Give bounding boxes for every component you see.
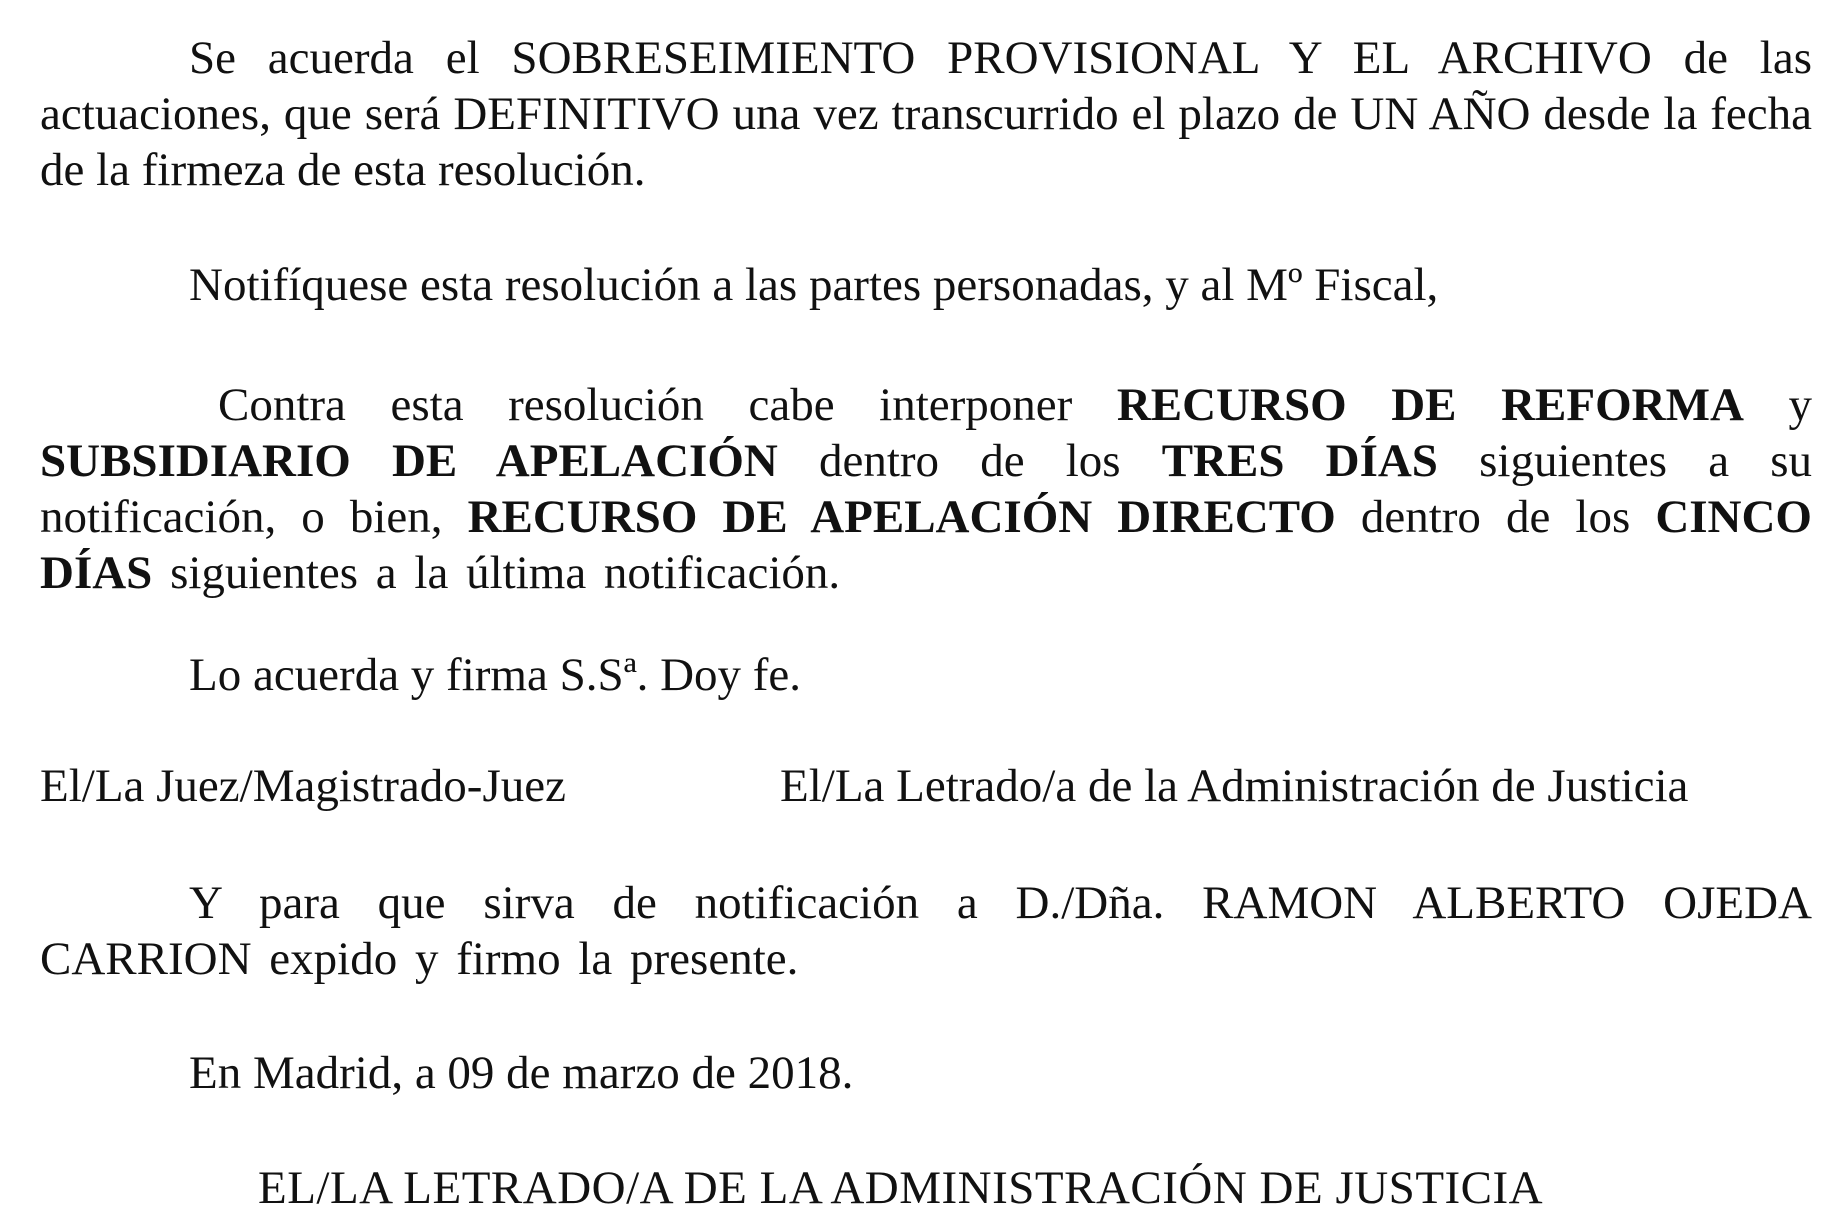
cinco-dias: CINCO DÍAS: [40, 491, 1812, 599]
paragraph-notificacion: Y para que sirva de notificación a D./Dña. RAMON ALBERTO OJEDA CARRION expido y firmo la presente.: [40, 877, 1812, 985]
paragraph-fecha: En Madrid, a 09 de marzo de 2018.: [189, 1047, 854, 1099]
signature-juez: El/La Juez/Magistrado-Juez: [40, 760, 566, 812]
paragraph-doy-fe: Lo acuerda y firma S.Sª. Doy fe.: [189, 649, 802, 701]
recursos-text-4: siguientes a su notificación, o bien,: [40, 435, 1813, 543]
recurso-apelacion-directo: RECURSO DE APELACIÓN DIRECTO: [467, 491, 1336, 543]
paragraph-notifiquese: Notifíquese esta resolución a las partes personadas, y al Mº Fiscal,: [189, 259, 1439, 311]
paragraph-recursos: [40, 377, 1812, 601]
closing-signature-title: EL/LA LETRADO/A DE LA ADMINISTRACIÓN DE JUSTICIA: [258, 1162, 1544, 1214]
paragraph-sobreseimiento: Se acuerda el SOBRESEIMIENTO PROVISIONAL Y EL ARCHIVO de las actuaciones, que será DEFINITIVO una vez transcurrido el plazo de UN AÑO desde la fecha de la firmeza de esta resolución.: [40, 32, 1812, 196]
recurso-reforma: RECURSO DE REFORMA: [1116, 379, 1744, 431]
recursos-text-1: Contra esta resolución cabe interponer: [218, 379, 1117, 431]
recursos-text-3: dentro de los: [777, 435, 1162, 487]
tres-dias: TRES DÍAS: [1161, 435, 1438, 487]
recursos-text-2: y: [1743, 379, 1812, 431]
recursos-text-6: siguientes a la última notificación.: [152, 547, 841, 599]
recursos-text-5: dentro de los: [1335, 491, 1656, 543]
signature-letrado: El/La Letrado/a de la Administración de Justicia: [780, 760, 1689, 812]
subsidiario-apelacion: SUBSIDIARIO DE APELACIÓN: [40, 435, 778, 487]
